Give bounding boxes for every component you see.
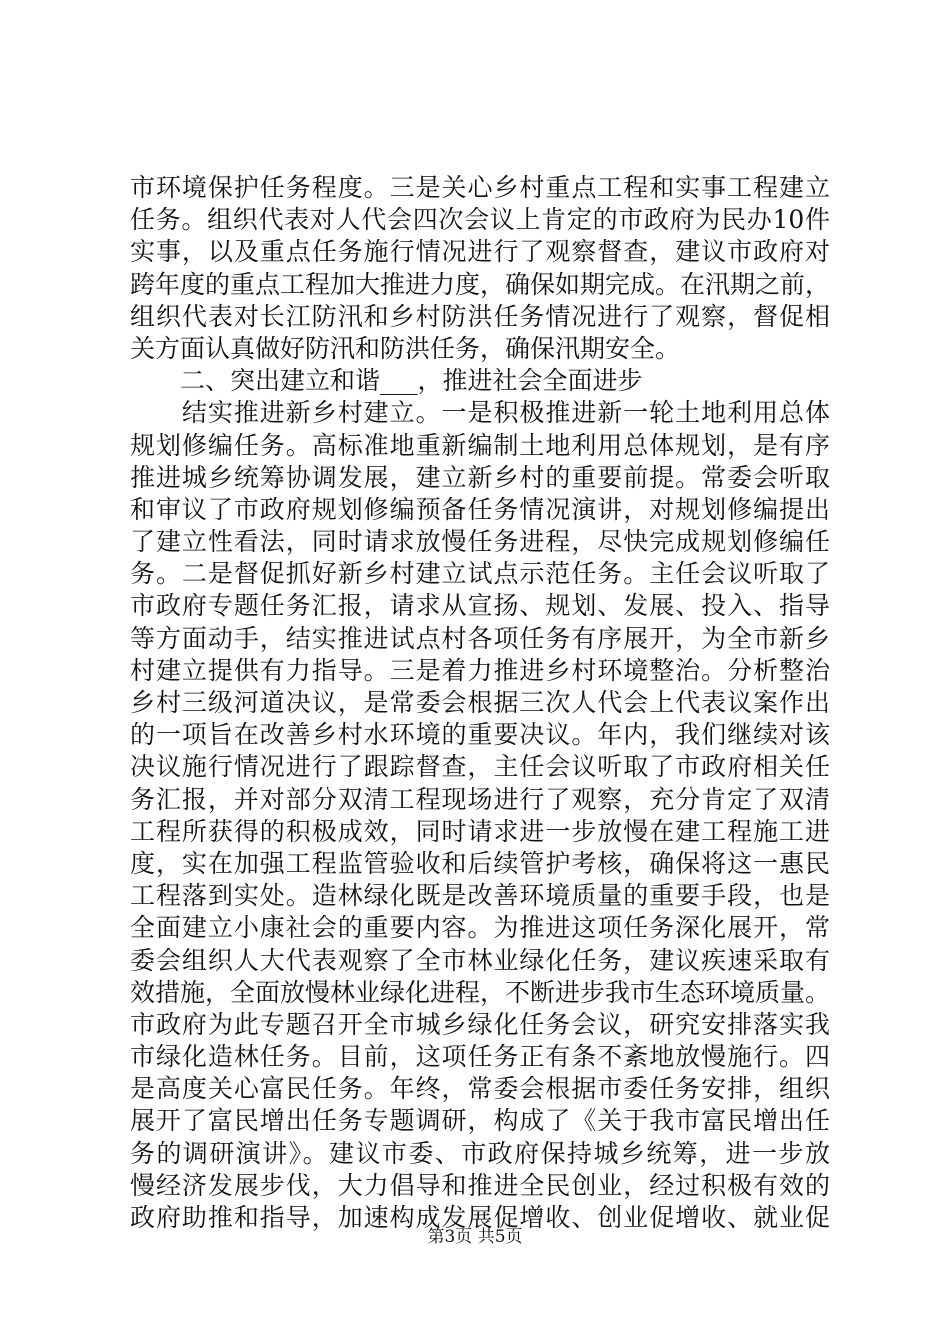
text-line: 政府助推和指导，加速构成发展促增收、创业促增收、就业促 (130, 1203, 830, 1232)
section-heading: 二、突出建立和谐___，推进社会全面进步 (130, 366, 643, 396)
text-line: 市环境保护任务程度。三是关心乡村重点工程和实事工程建立 (130, 173, 830, 202)
text-line: 乡村三级河道决议，是常委会根据三次人代会上代表议案作出 (130, 688, 830, 717)
text-line: 务。二是督促抓好新乡村建立试点示范任务。主任会议听取了 (130, 559, 830, 589)
text-line: 组织代表对长江防汛和乡村防洪任务情况进行了观察，督促相 (130, 301, 830, 331)
page-number-footer: 第3页 共5页 (427, 1227, 523, 1247)
text-line: 效措施，全面放慢林业绿化进程，不断进步我市生态环境质量。 (130, 977, 831, 1007)
text-line: 结实推进新乡村建立。一是积极推进新一轮土地利用总体 (130, 398, 830, 428)
text-line: 工程所获得的积极成效，同时请求进一步放慢在建工程施工进 (130, 816, 830, 846)
text-line: 的一项旨在改善乡村水环境的重要决议。年内，我们继续对该 (130, 720, 830, 750)
text-line: 务的调研演讲》。建议市委、市政府保持城乡统筹，进一步放 (130, 1138, 830, 1168)
text-line: 全面建立小康社会的重要内容。为推进这项任务深化展开，常 (130, 913, 830, 943)
text-line: 等方面动手，结实推进试点村各项任务有序展开，为全市新乡 (130, 623, 830, 653)
text-line: 关方面认真做好防汛和防洪任务，确保汛期安全。 (130, 333, 681, 363)
text-line: 度，实在加强工程监管验收和后续管护考核，确保将这一惠民 (130, 848, 830, 878)
text-line: 决议施行情况进行了跟踪督查，主任会议听取了市政府相关任 (130, 752, 830, 782)
text-line: 市政府专题任务汇报，请求从宣扬、规划、发展、投入、指导 (130, 591, 830, 621)
text-line: 工程落到实处。造林绿化既是改善环境质量的重要手段，也是 (130, 881, 830, 911)
text-line: 了建立性看法，同时请求放慢任务进程，尽快完成规划修编任 (130, 527, 830, 557)
text-line: 规划修编任务。高标准地重新编制土地利用总体规划，是有序 (130, 430, 830, 460)
text-line: 推进城乡统筹协调发展，建立新乡村的重要前提。常委会听取 (130, 462, 830, 492)
text-line: 和审议了市政府规划修编预备任务情况演讲，对规划修编提出 (130, 494, 830, 524)
text-line: 实事，以及重点任务施行情况进行了观察督查，建议市政府对 (130, 237, 830, 267)
text-line: 展开了富民增出任务专题调研，构成了《关于我市富民增出任 (130, 1106, 830, 1136)
text-line: 任务。组织代表对人代会四次会议上肯定的市政府为民办10件 (130, 205, 830, 235)
text-line: 是高度关心富民任务。年终，常委会根据市委任务安排，组织 (130, 1074, 830, 1104)
text-line: 务汇报，并对部分双清工程现场进行了观察，充分肯定了双清 (130, 784, 830, 814)
text-line: 市政府为此专题召开全市城乡绿化任务会议，研究安排落实我 (130, 1009, 830, 1039)
text-line: 跨年度的重点工程加大推进力度，确保如期完成。在汛期之前， (130, 269, 831, 299)
text-line: 委会组织人大代表观察了全市林业绿化任务，建议疾速采取有 (130, 945, 830, 975)
document-body (130, 172, 830, 1234)
text-line: 市绿化造林任务。目前，这项任务正有条不紊地放慢施行。四 (130, 1042, 830, 1072)
text-line: 慢经济发展步伐，大力倡导和推进全民创业，经过积极有效的 (130, 1170, 830, 1200)
text-line: 村建立提供有力指导。三是着力推进乡村环境整治。分析整治 (130, 655, 830, 685)
